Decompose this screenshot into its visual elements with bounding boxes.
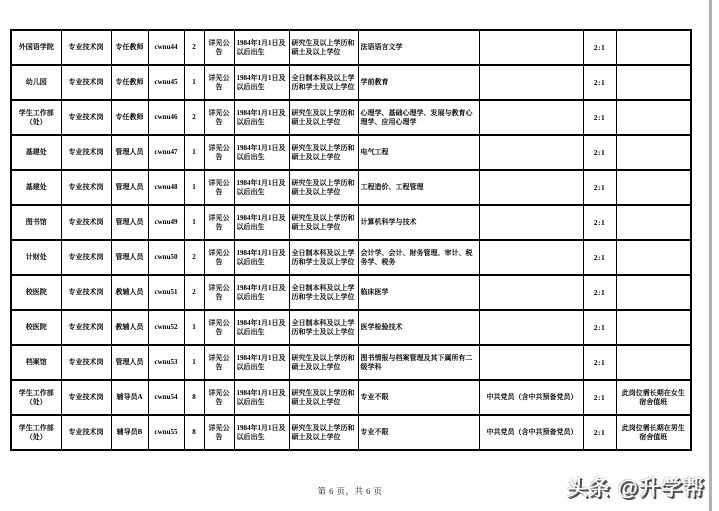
cell-headcount: 1 (184, 135, 204, 170)
table-row (11, 135, 691, 170)
cell-qualification: 研究生及以上学历和硕士及以上学位 (289, 100, 358, 135)
cell-birth-requirement: 1984年1月1日及以后出生 (234, 345, 289, 380)
cell-post-code: cwnu50 (148, 240, 184, 275)
cell-recruit-method: 详见公告 (204, 205, 234, 240)
cell-recruit-method: 详见公告 (204, 135, 234, 170)
cell-qualification: 全日制本科及以上学历和学士及以上学位 (289, 65, 358, 100)
cell-unit: 学生工作部（处） (11, 100, 61, 135)
cell-major-requirement: 图书情报与档案管理及其下属所有二级学科 (358, 345, 479, 380)
cell-qualification: 研究生及以上学历和硕士及以上学位 (289, 380, 358, 415)
cell-post-name: 管理人员 (111, 205, 148, 240)
cell-post-code: cwnu46 (148, 100, 184, 135)
table-row (11, 380, 691, 415)
cell-headcount: 2 (184, 100, 204, 135)
cell-exam-ratio: 2:1 (583, 205, 616, 240)
table-row (11, 30, 691, 65)
cell-political-status: 中共党员（含中共预备党员） (479, 380, 583, 415)
cell-major-requirement: 专业不限 (358, 415, 479, 450)
cell-post-name: 专任教师 (111, 65, 148, 100)
cell-post-category: 专业技术岗 (61, 240, 111, 275)
cell-post-category: 专业技术岗 (61, 135, 111, 170)
cell-post-code: cwnu48 (148, 170, 184, 205)
cell-exam-ratio: 2:1 (583, 100, 616, 135)
cell-major-requirement: 法语语言文学 (358, 30, 479, 65)
cell-post-code: cwnu51 (148, 275, 184, 310)
cell-post-name: 管理人员 (111, 135, 148, 170)
cell-remark (616, 170, 691, 205)
cell-remark (616, 100, 691, 135)
cell-remark (616, 205, 691, 240)
cell-political-status (479, 345, 583, 380)
page-edge-divider (709, 0, 712, 511)
cell-qualification: 研究生及以上学历和硕士及以上学位 (289, 170, 358, 205)
cell-qualification: 研究生及以上学历和硕士及以上学位 (289, 345, 358, 380)
cell-recruit-method: 详见公告 (204, 30, 234, 65)
cell-post-code: cwnu49 (148, 205, 184, 240)
cell-post-category: 专业技术岗 (61, 170, 111, 205)
cell-post-category: 专业技术岗 (61, 415, 111, 450)
cell-recruit-method: 详见公告 (204, 310, 234, 345)
cell-recruit-method: 详见公告 (204, 65, 234, 100)
table-row (11, 275, 691, 310)
cell-birth-requirement: 1984年1月1日及以后出生 (234, 30, 289, 65)
cell-birth-requirement: 1984年1月1日及以后出生 (234, 100, 289, 135)
cell-recruit-method: 详见公告 (204, 380, 234, 415)
cell-major-requirement: 学前教育 (358, 65, 479, 100)
cell-unit: 基建处 (11, 135, 61, 170)
page-number-footer: 第 6 页，共 6 页 (317, 486, 383, 496)
cell-birth-requirement: 1984年1月1日及以后出生 (234, 310, 289, 345)
table-row (11, 240, 691, 275)
cell-political-status (479, 275, 583, 310)
cell-recruit-method: 详见公告 (204, 100, 234, 135)
cell-exam-ratio: 2:1 (583, 380, 616, 415)
cell-political-status (479, 135, 583, 170)
cell-political-status (479, 170, 583, 205)
cell-major-requirement: 会计学、会计、财务管理、审计、税务学、税务 (358, 240, 479, 275)
cell-remark: 此岗位需长期在男生宿舍值班 (616, 415, 691, 450)
cell-post-category: 专业技术岗 (61, 380, 111, 415)
cell-qualification: 全日制本科及以上学历和学士及以上学位 (289, 240, 358, 275)
cell-qualification: 全日制本科及以上学历和学士及以上学位 (289, 275, 358, 310)
cell-post-name: 管理人员 (111, 345, 148, 380)
cell-qualification: 研究生及以上学历和硕士及以上学位 (289, 135, 358, 170)
table-row (11, 205, 691, 240)
cell-post-category: 专业技术岗 (61, 345, 111, 380)
cell-birth-requirement: 1984年1月1日及以后出生 (234, 240, 289, 275)
cell-political-status (479, 240, 583, 275)
cell-post-name: 专任教师 (111, 100, 148, 135)
cell-post-code: cwnu45 (148, 65, 184, 100)
cell-unit: 基建处 (11, 170, 61, 205)
cell-post-name: 辅导员A (111, 380, 148, 415)
cell-recruit-method: 详见公告 (204, 345, 234, 380)
table-row (11, 170, 691, 205)
cell-unit: 校医院 (11, 310, 61, 345)
cell-exam-ratio: 2:1 (583, 30, 616, 65)
cell-unit: 校医院 (11, 275, 61, 310)
cell-exam-ratio: 2:1 (583, 240, 616, 275)
toutiao-watermark: 头条 @升学帮 (566, 477, 705, 500)
cell-exam-ratio: 2:1 (583, 65, 616, 100)
cell-exam-ratio: 2:1 (583, 135, 616, 170)
cell-exam-ratio: 2:1 (583, 310, 616, 345)
cell-birth-requirement: 1984年1月1日及以后出生 (234, 170, 289, 205)
table-row (11, 415, 691, 450)
cell-birth-requirement: 1984年1月1日及以后出生 (234, 415, 289, 450)
cell-post-category: 专业技术岗 (61, 205, 111, 240)
cell-major-requirement: 临床医学 (358, 275, 479, 310)
cell-remark (616, 135, 691, 170)
cell-post-name: 教辅人员 (111, 310, 148, 345)
cell-headcount: 2 (184, 240, 204, 275)
cell-major-requirement: 工程造价、工程管理 (358, 170, 479, 205)
cell-post-code: cwnu44 (148, 30, 184, 65)
cell-birth-requirement: 1984年1月1日及以后出生 (234, 135, 289, 170)
cell-birth-requirement: 1984年1月1日及以后出生 (234, 205, 289, 240)
cell-political-status (479, 65, 583, 100)
cell-headcount: 1 (184, 170, 204, 205)
cell-post-category: 专业技术岗 (61, 310, 111, 345)
cell-recruit-method: 详见公告 (204, 275, 234, 310)
cell-remark: 此岗位需长期在女生宿舍值班 (616, 380, 691, 415)
cell-headcount: 1 (184, 205, 204, 240)
table-row (11, 100, 691, 135)
cell-remark (616, 65, 691, 100)
cell-post-code: cwnu52 (148, 310, 184, 345)
cell-recruit-method: 详见公告 (204, 170, 234, 205)
cell-birth-requirement: 1984年1月1日及以后出生 (234, 275, 289, 310)
cell-headcount: 2 (184, 30, 204, 65)
cell-political-status: 中共党员（含中共预备党员） (479, 415, 583, 450)
cell-post-code: cwnu47 (148, 135, 184, 170)
table-row (11, 310, 691, 345)
cell-major-requirement: 医学检验技术 (358, 310, 479, 345)
cell-qualification: 研究生及以上学历和硕士及以上学位 (289, 205, 358, 240)
cell-headcount: 1 (184, 345, 204, 380)
cell-remark (616, 345, 691, 380)
cell-post-code: cwnu53 (148, 345, 184, 380)
cell-qualification: 研究生及以上学历和硕士及以上学位 (289, 30, 358, 65)
cell-unit: 档案馆 (11, 345, 61, 380)
cell-political-status (479, 310, 583, 345)
cell-exam-ratio: 2:1 (583, 170, 616, 205)
cell-post-code: cwnu55 (148, 415, 184, 450)
cell-remark (616, 30, 691, 65)
cell-political-status (479, 30, 583, 65)
cell-birth-requirement: 1984年1月1日及以后出生 (234, 380, 289, 415)
cell-exam-ratio: 2:1 (583, 415, 616, 450)
cell-unit: 学生工作部（处） (11, 380, 61, 415)
cell-post-category: 专业技术岗 (61, 30, 111, 65)
cell-post-name: 辅导员B (111, 415, 148, 450)
cell-exam-ratio: 2:1 (583, 275, 616, 310)
cell-unit: 幼儿园 (11, 65, 61, 100)
cell-unit: 图书馆 (11, 205, 61, 240)
cell-post-name: 管理人员 (111, 240, 148, 275)
cell-post-name: 教辅人员 (111, 275, 148, 310)
cell-headcount: 8 (184, 380, 204, 415)
cell-post-category: 专业技术岗 (61, 65, 111, 100)
cell-major-requirement: 计算机科学与技术 (358, 205, 479, 240)
cell-headcount: 1 (184, 65, 204, 100)
cell-unit: 外国语学院 (11, 30, 61, 65)
cell-headcount: 2 (184, 275, 204, 310)
position-table-body (11, 30, 691, 450)
recruitment-position-table (10, 29, 692, 451)
cell-remark (616, 275, 691, 310)
cell-exam-ratio: 2:1 (583, 345, 616, 380)
cell-headcount: 1 (184, 310, 204, 345)
cell-unit: 计财处 (11, 240, 61, 275)
cell-post-name: 专任教师 (111, 30, 148, 65)
cell-post-code: cwnu54 (148, 380, 184, 415)
cell-major-requirement: 专业不限 (358, 380, 479, 415)
table-row (11, 65, 691, 100)
cell-unit: 学生工作部（处） (11, 415, 61, 450)
cell-post-category: 专业技术岗 (61, 275, 111, 310)
cell-birth-requirement: 1984年1月1日及以后出生 (234, 65, 289, 100)
cell-recruit-method: 详见公告 (204, 240, 234, 275)
cell-political-status (479, 100, 583, 135)
cell-political-status (479, 205, 583, 240)
cell-qualification: 研究生及以上学历和硕士及以上学位 (289, 415, 358, 450)
cell-remark (616, 240, 691, 275)
cell-qualification: 全日制本科及以上学历和学士及以上学位 (289, 310, 358, 345)
table-row (11, 345, 691, 380)
cell-post-category: 专业技术岗 (61, 100, 111, 135)
cell-major-requirement: 电气工程 (358, 135, 479, 170)
cell-headcount: 8 (184, 415, 204, 450)
cell-major-requirement: 心理学、基础心理学、发展与教育心理学、应用心理学 (358, 100, 479, 135)
cell-post-name: 管理人员 (111, 170, 148, 205)
cell-remark (616, 310, 691, 345)
cell-recruit-method: 详见公告 (204, 415, 234, 450)
